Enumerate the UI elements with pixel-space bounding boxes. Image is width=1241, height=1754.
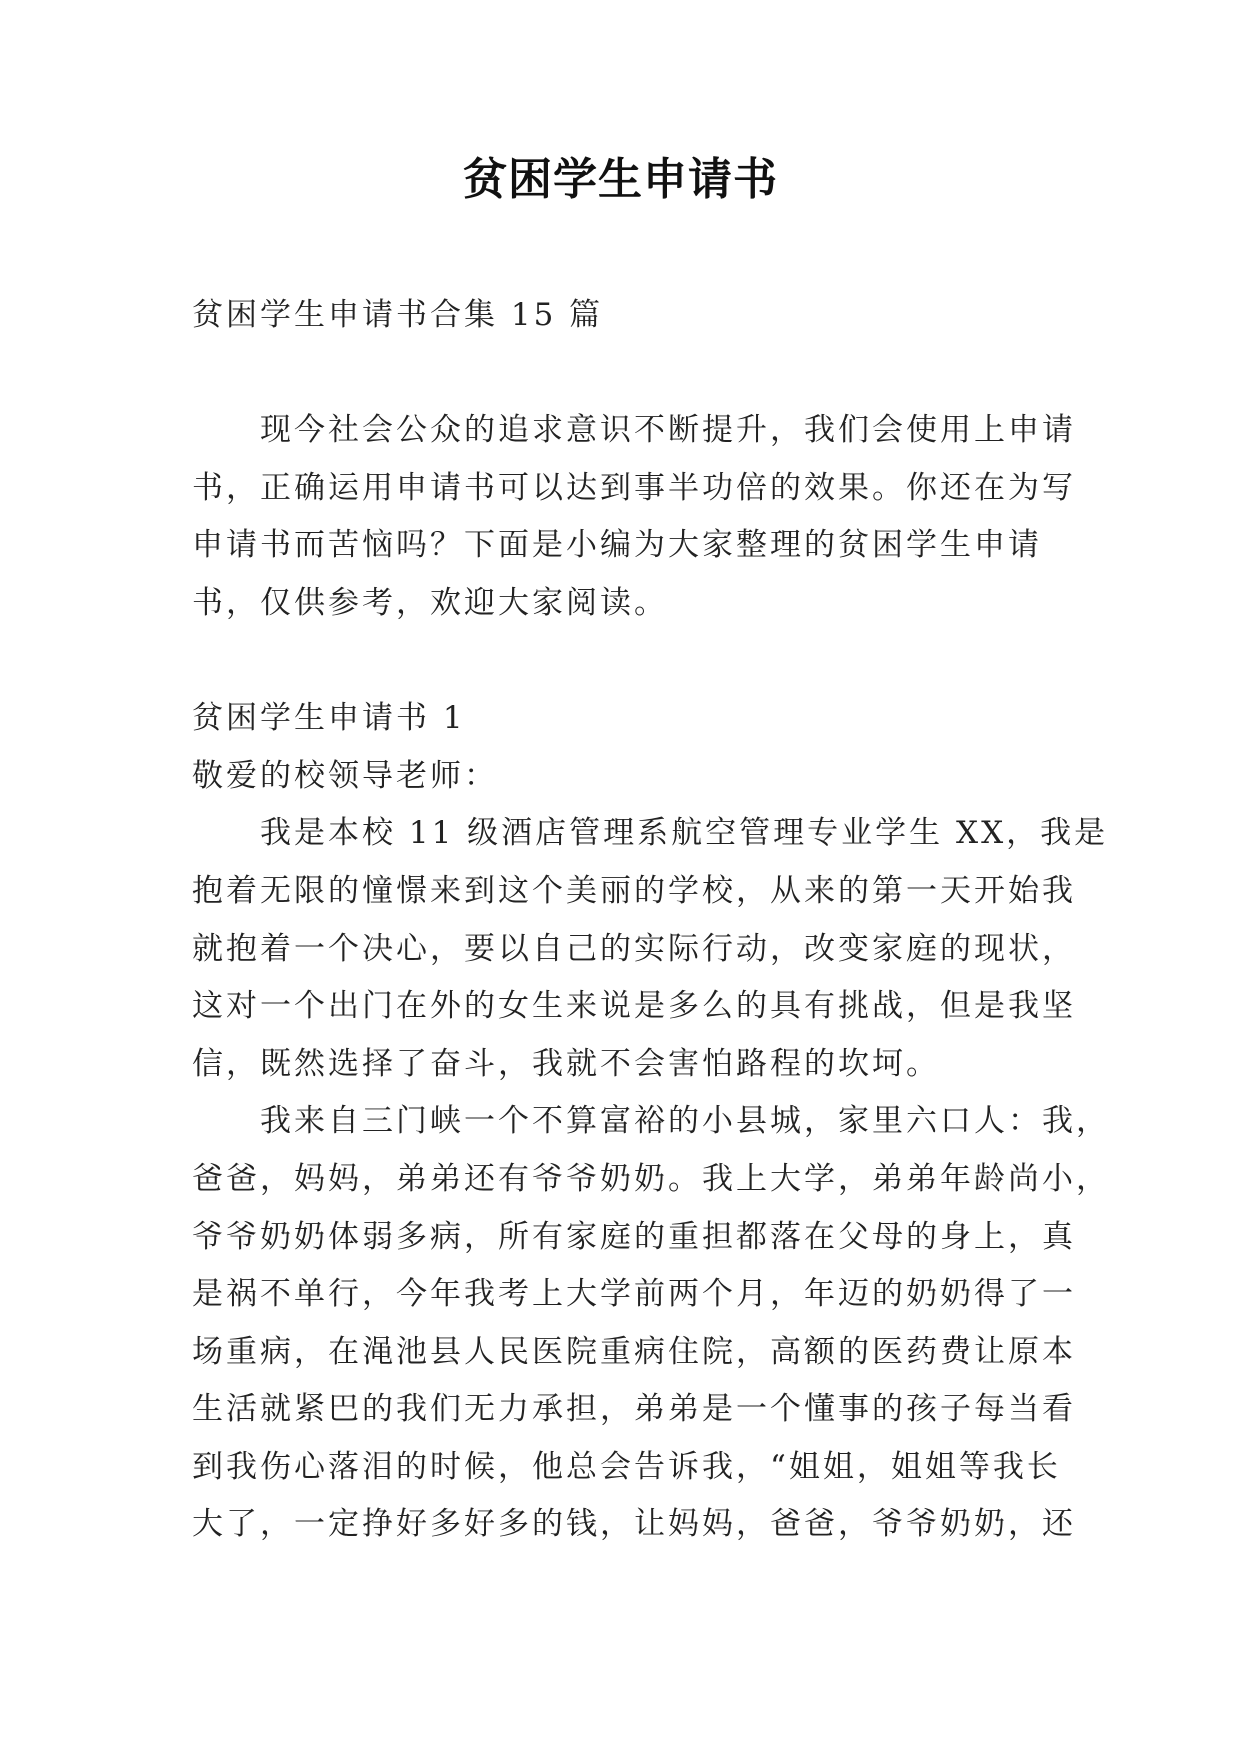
paragraph-line: 大了，一定挣好多好多的钱，让妈妈，爸爸，爷爷奶奶，还	[192, 1506, 1076, 1543]
paragraph-line: 场重病，在渑池县人民医院重病住院，高额的医药费让原本	[192, 1333, 1076, 1370]
document-title: 贫困学生申请书	[463, 154, 778, 205]
intro-line: 书，正确运用申请书可以达到事半功倍的效果。你还在为写	[192, 469, 1076, 506]
paragraph-line: 我是本校 11 级酒店管理系航空管理专业学生 XX，我是	[260, 815, 1109, 852]
document-body	[192, 287, 1110, 1554]
paragraph-line: 是祸不单行，今年我考上大学前两个月，年迈的奶奶得了一	[192, 1276, 1076, 1313]
section-heading: 贫困学生申请书 1	[192, 700, 466, 737]
paragraph-line: 我来自三门峡一个不算富裕的小县城，家里六口人：我，	[260, 1103, 1110, 1140]
paragraph-line: 爷爷奶奶体弱多病，所有家庭的重担都落在父母的身上，真	[192, 1218, 1076, 1255]
paragraph-line: 抱着无限的憧憬来到这个美丽的学校，从来的第一天开始我	[192, 872, 1076, 909]
paragraph-line: 信，既然选择了奋斗，我就不会害怕路程的坎坷。	[192, 1045, 940, 1082]
paragraph-2	[192, 1093, 1110, 1554]
blank-line	[192, 345, 1052, 403]
paragraph-line: 到我伤心落泪的时候，他总会告诉我，“姐姐，姐姐等我长	[192, 1448, 1061, 1485]
paragraph-line: 爸爸，妈妈，弟弟还有爷爷奶奶。我上大学，弟弟年龄尚小，	[192, 1160, 1110, 1197]
paragraph-1	[192, 805, 1109, 1093]
salutation: 敬爱的校领导老师：	[192, 757, 498, 794]
blank-line	[192, 633, 1052, 691]
collection-subtitle: 贫困学生申请书合集 15 篇	[192, 297, 604, 333]
paragraph-line: 生活就紧巴的我们无力承担，弟弟是一个懂事的孩子每当看	[192, 1391, 1076, 1428]
paragraph-line: 就抱着一个决心，要以自己的实际行动，改变家庭的现状，	[192, 930, 1076, 967]
intro-line: 申请书而苦恼吗？下面是小编为大家整理的贫困学生申请	[192, 527, 1042, 564]
paragraph-line: 这对一个出门在外的女生来说是多么的具有挑战，但是我坚	[192, 988, 1076, 1025]
intro-paragraph	[192, 402, 1076, 632]
intro-line: 书，仅供参考，欢迎大家阅读。	[192, 584, 668, 621]
intro-line: 现今社会公众的追求意识不断提升，我们会使用上申请	[260, 412, 1076, 449]
